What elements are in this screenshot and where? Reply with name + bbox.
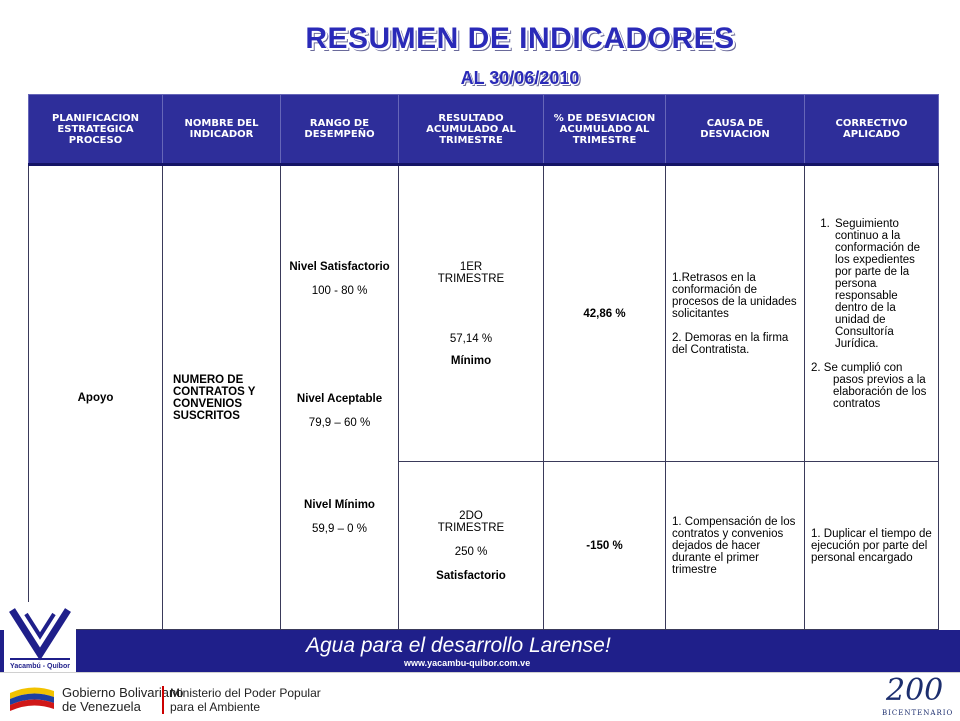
logo-text: Yacambú - Quíbor: [10, 663, 70, 670]
header-indicator: NOMBRE DEL INDICADOR: [163, 95, 281, 165]
ministry-label: [162, 686, 321, 714]
ministry-line-1: Ministerio del Poder Popular: [170, 686, 321, 700]
bicentennial-number: 200: [886, 673, 944, 708]
result-level: Mínimo: [450, 354, 492, 367]
ministry-line-2: para el Ambiente: [170, 700, 261, 714]
corrective-item: 2. Se cumplió con pasos previos a la elaboración de los contratos: [811, 361, 927, 410]
government-line-1: Gobierno Bolivariano: [62, 685, 184, 700]
header-range: RANGO DE DESEMPEÑO: [281, 95, 399, 165]
result-cell: [399, 462, 544, 630]
indicators-table: [28, 94, 939, 630]
header-corrective: CORRECTIVO APLICADO: [805, 95, 939, 165]
table-row: [29, 165, 939, 462]
cause-item: 2. Demoras en la firma del Contratista.: [672, 331, 789, 356]
yacambu-logo: [4, 602, 76, 674]
page-subtitle: AL 30/06/2010: [460, 68, 580, 88]
indicator-cell: NUMERO DE CONTRATOS Y CONVENIOS SUSCRITOS: [163, 165, 281, 630]
header-cause: CAUSA DE DESVIACION: [666, 95, 805, 165]
range-aceptable-label: Nivel Aceptable: [296, 392, 383, 405]
corrective-cell: [805, 462, 939, 630]
bicentennial-logo: BICENTENARIO: [882, 709, 954, 717]
period-label: 2DO TRIMESTRE: [437, 509, 505, 534]
slogan-text: Agua para el desarrollo Larense!: [306, 634, 611, 657]
range-minimo-label: Nivel Mínimo: [304, 498, 375, 511]
cause-item: 1.Retrasos en la conformación de procesos de la unidades solicitantes: [672, 271, 797, 320]
result-value: 57,14 %: [449, 332, 493, 345]
cause-cell: [666, 165, 805, 462]
cause-cell: [666, 462, 805, 630]
government-line-2: de Venezuela: [62, 699, 141, 714]
table-header-row: [29, 95, 939, 165]
deviation-cell: -150 %: [544, 462, 666, 630]
page-title: RESUMEN DE INDICADORES: [305, 22, 735, 55]
result-value: 250 %: [454, 545, 488, 558]
corrective-item: 1. Seguimiento continuo a la conformación de los expedientes por parte de la persona responsable dentro de la unidad de Consultoría Jurídica.: [833, 218, 932, 350]
website-link[interactable]: www.yacambu-quibor.com.ve: [404, 658, 531, 668]
range-satisfactorio-value: 100 - 80 %: [311, 284, 368, 297]
venezuela-flag-icon: [8, 683, 56, 713]
cause-item: 1. Compensación de los contratos y convenios dejados de hacer durante el primer trimestre: [672, 515, 796, 576]
result-level: Satisfactorio: [436, 569, 506, 582]
header-process: PLANIFICACION ESTRATEGICA PROCESO: [29, 95, 163, 165]
header-result: RESULTADO ACUMULADO AL TRIMESTRE: [399, 95, 544, 165]
period-label: 1ER TRIMESTRE: [437, 260, 505, 285]
deviation-cell: 42,86 %: [544, 165, 666, 462]
range-minimo-value: 59,9 – 0 %: [312, 522, 367, 535]
corrective-item: 1. Duplicar el tiempo de ejecución por parte del personal encargado: [811, 527, 932, 564]
range-cell: [281, 165, 399, 630]
corrective-cell: [805, 165, 939, 462]
header-deviation: % DE DESVIACION ACUMULADO AL TRIMESTRE: [544, 95, 666, 165]
result-cell: [399, 165, 544, 462]
range-aceptable-value: 79,9 – 60 %: [308, 416, 371, 429]
process-cell: Apoyo: [29, 165, 163, 630]
range-satisfactorio-label: Nivel Satisfactorio: [289, 260, 390, 273]
